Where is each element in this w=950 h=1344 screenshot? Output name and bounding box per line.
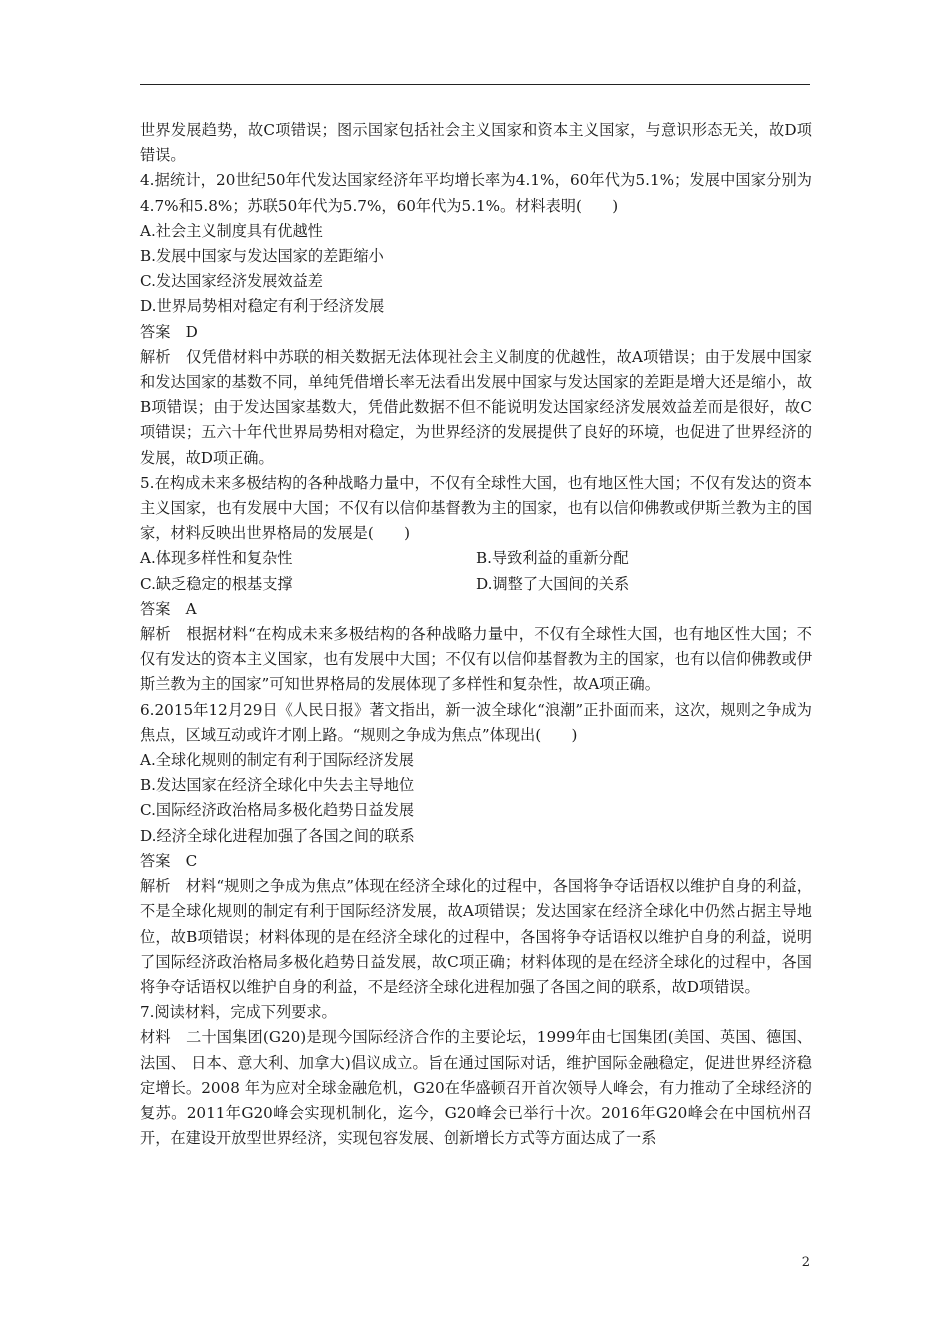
q6-option-d: D.经济全球化进程加强了各国之间的联系 <box>140 826 415 845</box>
q5-option-a: A.体现多样性和复杂性 <box>140 549 293 568</box>
q5-option-b: B.导致利益的重新分配 <box>476 549 629 568</box>
q4-option-d: D.世界局势相对稳定有利于经济发展 <box>140 297 385 316</box>
header-rule <box>140 84 810 85</box>
q4-stem: 4.据统计，20世纪50年代发达国家经济年平均增长率为4.1%，60年代为5.1%；发展中国家分别为4.7%和5.8%；苏联50年代为5.7%，60年代为5.1%。材料表明( ) <box>140 171 812 215</box>
q5-option-d: D.调整了大国间的关系 <box>476 574 630 593</box>
q5-options-row-2 <box>140 572 812 597</box>
q5-options-row-1 <box>140 546 812 571</box>
q6-analysis: 解析 材料“规则之争成为焦点”体现在经济全球化的过程中，各国将争夺话语权以维护自身的利益，不是全球化规则的制定有利于国际经济发展，故A项错误；发达国家在经济全球化中仍然占据主导地位，故B项错误；材料体现的是在经济全球化的过程中，各国将争夺话语权以维护自身的利益，说明了国际经济政治格局多极化趋势日益发展，故C项正确；材料体现的是在经济全球化的过程中，各国将争夺话语权以维护自身的利益，不是经济全球化进程加强了各国之间的联系，故D项错误。 <box>140 877 812 996</box>
q4-answer: 答案 D <box>140 322 198 341</box>
prev-analysis: 世界发展趋势，故C项错误；图示国家包括社会主义国家和资本主义国家，与意识形态无关，故D项错误。 <box>140 121 812 165</box>
q6-answer: 答案 C <box>140 851 198 870</box>
q6-option-a: A.全球化规则的制定有利于国际经济发展 <box>140 751 414 770</box>
q4-option-b: B.发展中国家与发达国家的差距缩小 <box>140 247 384 266</box>
q5-option-c: C.缺乏稳定的根基支撑 <box>140 574 293 593</box>
q7-material: 材料 二十国集团(G20)是现今国际经济合作的主要论坛，1999年由七国集团(美国、英国、德国、法国、 日本、意大利、加拿大)倡议成立。旨在通过国际对话，维护国际金融稳定，促进世界经济稳定增长。2008 年为应对全球金融危机，G20在华盛顿召开首次领导人峰会，有力推动了全球经济的复苏。2011年G20峰会实现机制化，迄今，G20峰会已举行十次。2016年G20峰会在中国杭州召开，在建设开放型世界经济，实现包容发展、创新增长方式等方面达成了一系 <box>140 1028 812 1148</box>
q7-stem: 7.阅读材料，完成下列要求。 <box>140 1003 337 1022</box>
q4-analysis: 解析 仅凭借材料中苏联的相关数据无法体现社会主义制度的优越性，故A项错误；由于发展中国家和发达国家的基数不同，单纯凭借增长率无法看出发展中国家与发达国家的差距是增大还是缩小，故B项错误；由于发达国家基数大，凭借此数据不但不能说明发达国家经济发展效益差而是很好，故C项错误；五六十年代世界局势相对稳定，为世界经济的发展提供了良好的环境，也促进了世界经济的发展，故D项正确。 <box>140 347 812 467</box>
page-content <box>140 118 812 1151</box>
q5-analysis: 解析 根据材料“在构成未来多极结构的各种战略力量中，不仅有全球性大国，也有地区性大国；不仅有发达的资本主义国家，也有发展中大国；不仅有以信仰基督教为主的国家，也有以信仰佛教或伊斯兰教为主的国家”可知世界格局的发展体现了多样性和复杂性，故A项正确。 <box>140 625 812 694</box>
q4-option-a: A.社会主义制度具有优越性 <box>140 221 323 240</box>
q4-option-c: C.发达国家经济发展效益差 <box>140 272 323 291</box>
q6-stem: 6.2015年12月29日《人民日报》著文指出，新一波全球化“浪潮”正扑面而来，这次，规则之争成为焦点，区域互动或许才刚上路。“规则之争成为焦点”体现出( ) <box>140 700 812 744</box>
page-number: 2 <box>801 1255 810 1270</box>
q5-answer: 答案 A <box>140 599 197 618</box>
q6-option-c: C.国际经济政治格局多极化趋势日益发展 <box>140 801 415 820</box>
q6-option-b: B.发达国家在经济全球化中失去主导地位 <box>140 776 415 795</box>
q5-stem: 5.在构成未来多极结构的各种战略力量中，不仅有全球性大国，也有地区性大国；不仅有发达的资本主义国家，也有发展中大国；不仅有以信仰基督教为主的国家，也有以信仰佛教或伊斯兰教为主的国家，材料反映出世界格局的发展是( ) <box>140 473 812 543</box>
